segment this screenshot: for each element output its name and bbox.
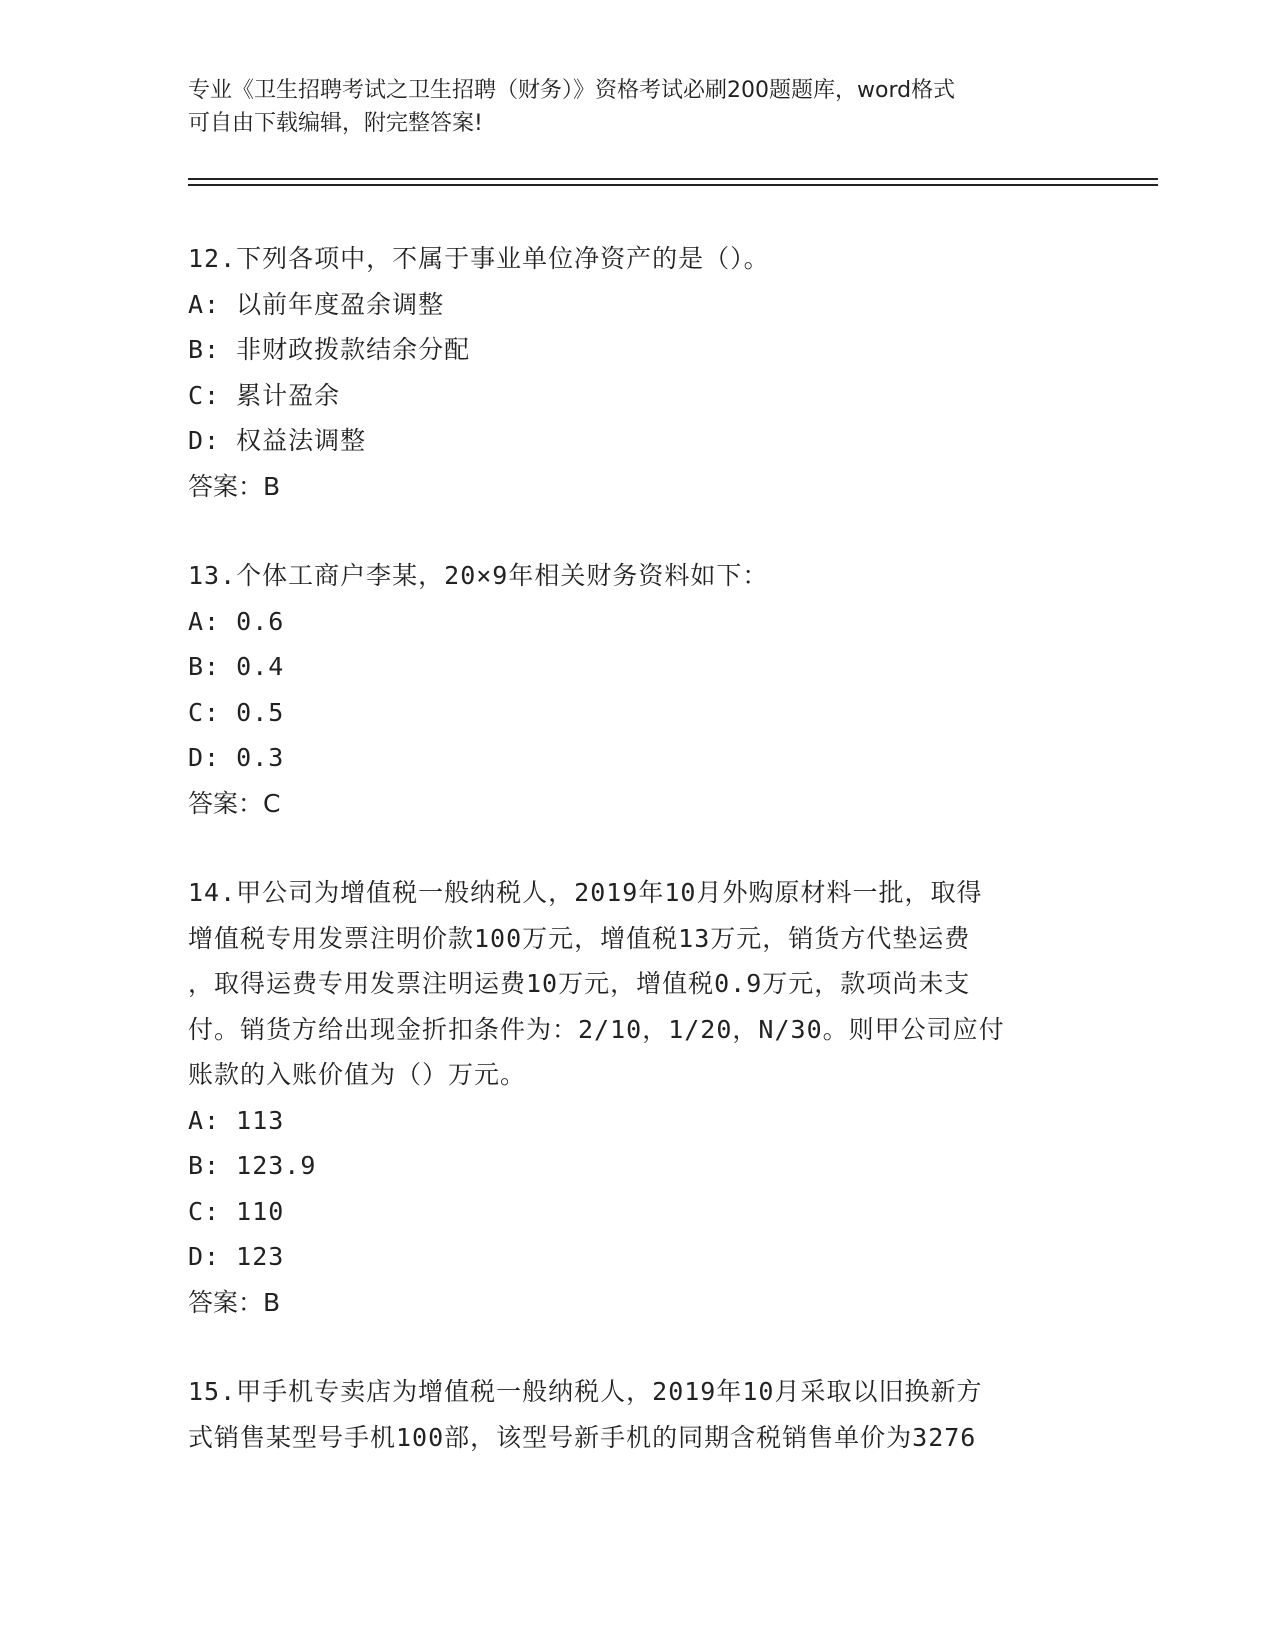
- answer: 答案：C: [188, 788, 281, 818]
- header-line-1: 专业《卫生招聘考试之卫生招聘（财务）》资格考试必刷200题题库，word格式: [188, 78, 956, 103]
- question-stem-line: 账款的入账价值为（）万元。: [188, 1060, 527, 1089]
- option-d: D: 0.3: [188, 743, 285, 772]
- question-stem-line: 增值税专用发票注明价款100万元，增值税13万元，销货方代垫运费: [188, 923, 971, 953]
- option-a: A: 0.6: [188, 606, 285, 636]
- question-stem-line: 式销售某型号手机100部，该型号新手机的同期含税销售单价为3276: [188, 1422, 977, 1452]
- option-a: A: 以前年度盈余调整: [188, 289, 445, 319]
- option-c: C: 110: [188, 1196, 285, 1226]
- option-c: C: 累计盈余: [188, 380, 341, 410]
- answer: 答案：B: [188, 471, 281, 501]
- header-line-2: 可自由下载编辑，附完整答案!: [188, 111, 483, 136]
- question-stem: 13.个体工商户李某，20×9年相关财务资料如下：: [188, 561, 769, 590]
- option-a: A: 113: [188, 1105, 285, 1135]
- question-12: [188, 236, 1088, 509]
- option-d: D: 权益法调整: [188, 426, 367, 455]
- question-list: [188, 236, 1088, 1504]
- question-stem-line: 付。销货方给出现金折扣条件为：2/10，1/20，N/30。则甲公司应付: [188, 1014, 1005, 1044]
- option-b: B: 123.9: [188, 1151, 317, 1180]
- header-divider-bottom: [188, 184, 1158, 186]
- question-15: [188, 1369, 1088, 1460]
- question-stem: 12.下列各项中，不属于事业单位净资产的是（）。: [188, 244, 770, 273]
- option-d: D: 123: [188, 1242, 285, 1271]
- question-13: [188, 553, 1088, 826]
- question-stem-line: 15.甲手机专卖店为增值税一般纳税人，2019年10月采取以旧换新方: [188, 1377, 983, 1406]
- question-14: [188, 870, 1088, 1325]
- option-b: B: 0.4: [188, 652, 285, 681]
- header-divider-top: [188, 178, 1158, 180]
- question-stem-line: 14.甲公司为增值税一般纳税人，2019年10月外购原材料一批，取得: [188, 878, 983, 907]
- option-b: B: 非财政拨款结余分配: [188, 335, 471, 364]
- question-stem-line: ，取得运费专用发票注明运费10万元，增值税0.9万元，款项尚未支: [188, 969, 971, 998]
- document-header: [188, 74, 1088, 140]
- answer: 答案：B: [188, 1287, 281, 1317]
- option-c: C: 0.5: [188, 697, 285, 727]
